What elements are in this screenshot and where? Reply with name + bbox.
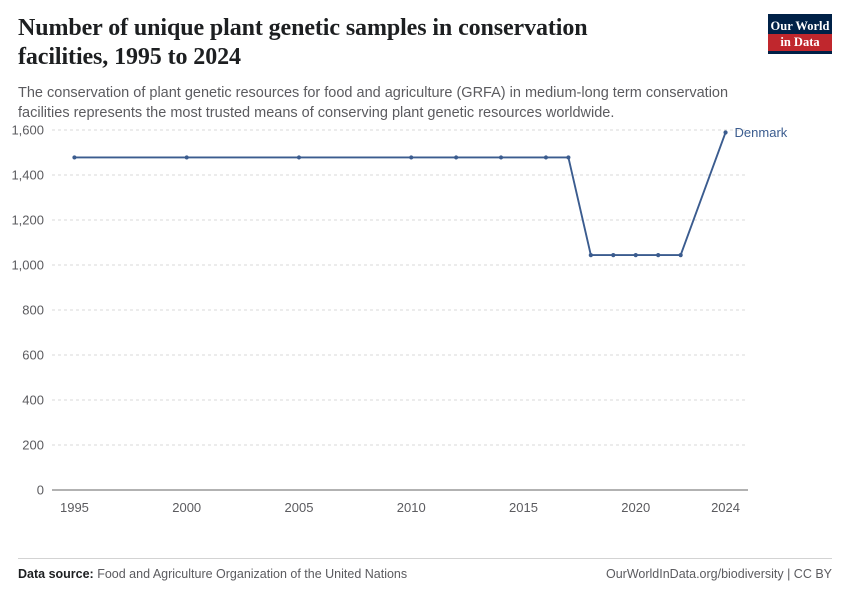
data-point-marker[interactable] (72, 155, 76, 159)
page-title: Number of unique plant genetic samples in conservation facilities, 1995 to 2024 (18, 15, 588, 71)
chart-subtitle: The conservation of plant genetic resources for food and agriculture (GRFA) in medium-long term conservation facilities represents the most trusted means of conserving plant genetic resources worldwide. (18, 84, 729, 122)
chart-plot-area[interactable] (0, 112, 850, 552)
y-axis-tick-label: 600 (22, 347, 44, 363)
logo-line-2: in Data (768, 34, 832, 51)
data-point-marker[interactable] (454, 155, 458, 159)
data-source (18, 567, 407, 581)
line-chart-svg[interactable] (0, 112, 850, 552)
chart-header (18, 14, 748, 124)
data-point-marker[interactable] (679, 253, 683, 257)
data-source-text: Food and Agriculture Organization of the United Nations (97, 567, 408, 581)
y-axis-tick-label: 200 (22, 437, 44, 453)
logo-line-1: Our World (770, 19, 830, 33)
series-line-denmark[interactable] (74, 132, 725, 255)
y-axis-tick-label: 400 (22, 392, 44, 408)
x-axis-tick-label: 2020 (621, 500, 651, 515)
x-axis-tick-label: 2005 (284, 500, 314, 515)
data-point-marker[interactable] (409, 155, 413, 159)
chart-footer (18, 558, 832, 588)
our-world-in-data-logo[interactable] (768, 14, 832, 54)
data-point-marker[interactable] (634, 253, 638, 257)
data-point-marker[interactable] (499, 155, 503, 159)
data-point-marker[interactable] (723, 130, 727, 134)
y-axis-tick-label: 800 (22, 302, 44, 318)
y-axis-tick-label: 1,400 (11, 167, 44, 183)
x-axis-tick-label: 2010 (396, 500, 426, 515)
data-point-marker[interactable] (544, 155, 548, 159)
data-point-marker[interactable] (566, 155, 570, 159)
data-point-marker[interactable] (185, 155, 189, 159)
attribution-link[interactable]: OurWorldInData.org/biodiversity | CC BY (605, 567, 832, 581)
data-point-marker[interactable] (611, 253, 615, 257)
y-axis-tick-label: 0 (36, 482, 44, 498)
x-axis-tick-label: 2015 (509, 500, 538, 515)
x-axis-tick-label: 1995 (59, 500, 89, 515)
data-point-marker[interactable] (656, 253, 660, 257)
y-axis-tick-label: 1,000 (11, 257, 44, 273)
data-point-marker[interactable] (589, 253, 593, 257)
x-axis-tick-label: 2000 (172, 500, 202, 515)
x-axis-tick-label: 2024 (711, 500, 741, 515)
y-axis-tick-label: 1,200 (11, 212, 44, 228)
series-end-label[interactable]: Denmark (734, 124, 788, 140)
data-point-marker[interactable] (297, 155, 301, 159)
y-axis-tick-label: 1,600 (11, 122, 44, 138)
data-source-label: Data source: (18, 567, 94, 581)
